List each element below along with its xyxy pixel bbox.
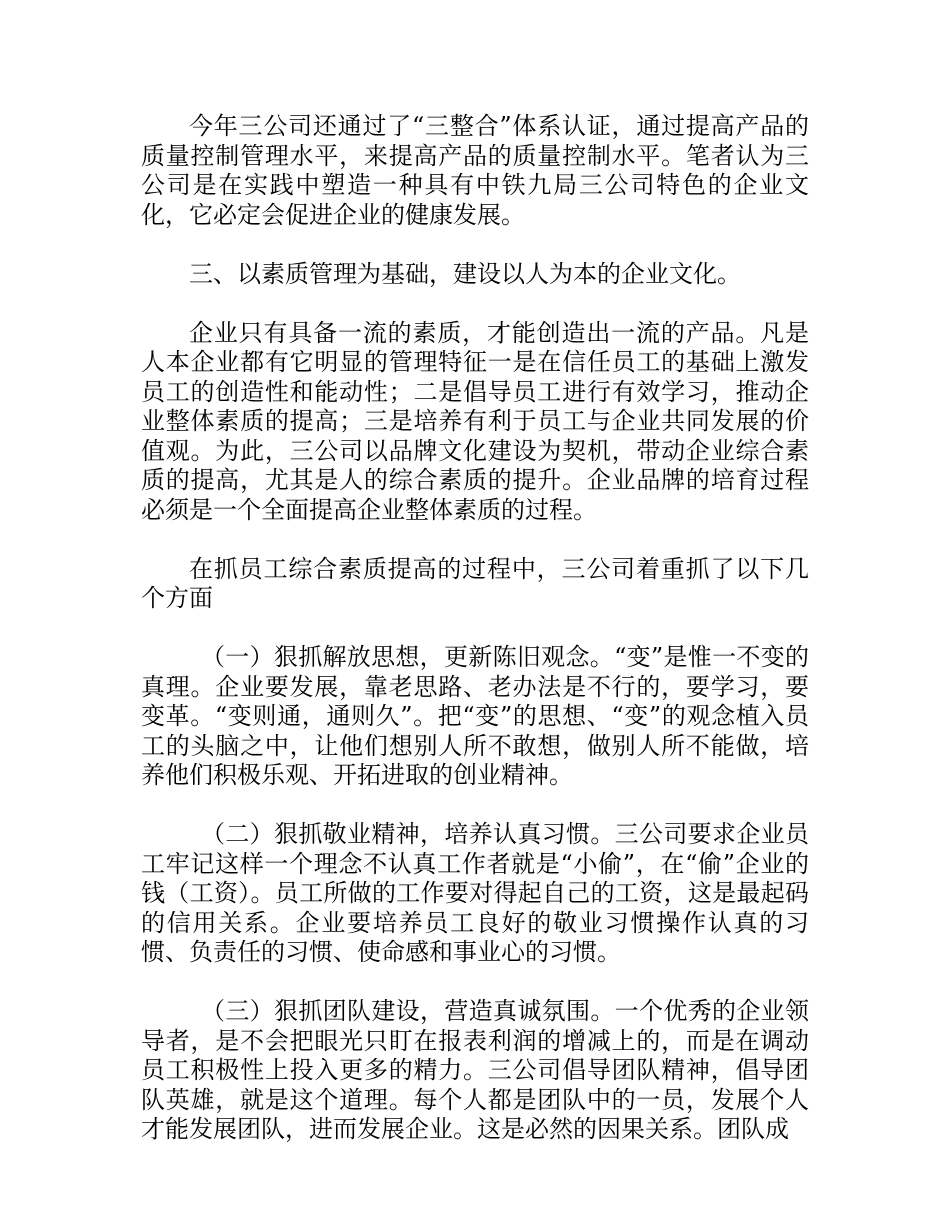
paragraph-certification: 今年三公司还通过了“三整合”体系认证，通过提高产品的质量控制管理水平，来提高产品的质量控制水平。笔者认为三公司是在实践中塑造一种具有中铁九局三公司特色的企业文化，它必定会促进企业的健康发展。 bbox=[141, 112, 809, 229]
paragraph-item-one: （一）狠抓解放思想，更新陈旧观念。“变”是惟一不变的真理。企业要发展，靠老思路、老办法是不行的，要学习，要变革。“变则通，通则久”。把“变”的思想、“变”的观念植入员工的头脑之中，让他们想别人所不敢想，做别人所不能做，培养他们积极乐观、开拓进取的创业精神。 bbox=[141, 643, 809, 789]
document-body bbox=[141, 112, 809, 1174]
paragraph-item-two: （二）狠抓敬业精神，培养认真习惯。三公司要求企业员工牢记这样一个理念不认真工作者就是“小偷”，在“偷”企业的钱（工资）。员工所做的工作要对得起自己的工资，这是最起码的信用关系。企业要培养员工良好的敬业习惯操作认真的习惯、负责任的习惯、使命感和事业心的习惯。 bbox=[141, 820, 809, 966]
section-heading-quality-management: 三、以素质管理为基础，建设以人为本的企业文化。 bbox=[189, 259, 741, 288]
paragraph-aspects-intro: 在抓员工综合素质提高的过程中，三公司着重抓了以下几个方面 bbox=[141, 554, 809, 612]
paragraph-enterprise-quality: 企业只有具备一流的素质，才能创造出一流的产品。凡是人本企业都有它明显的管理特征一是在信任员工的基础上激发员工的创造性和能动性；二是倡导员工进行有效学习，推动企业整体素质的提高；三是培养有利于员工与企业共同发展的价值观。为此，三公司以品牌文化建设为契机，带动企业综合素质的提高，尤其是人的综合素质的提升。企业品牌的培育过程必须是一个全面提高企业整体素质的过程。 bbox=[141, 318, 809, 524]
paragraph-item-three: （三）狠抓团队建设，营造真诚氛围。一个优秀的企业领导者，是不会把眼光只盯在报表利润的增减上的，而是在调动员工积极性上投入更多的精力。三公司倡导团队精神，倡导团队英雄，就是这个道理。每个人都是团队中的一员，发展个人才能发展团队，进而发展企业。这是必然的因果关系。团队成 bbox=[141, 997, 809, 1143]
